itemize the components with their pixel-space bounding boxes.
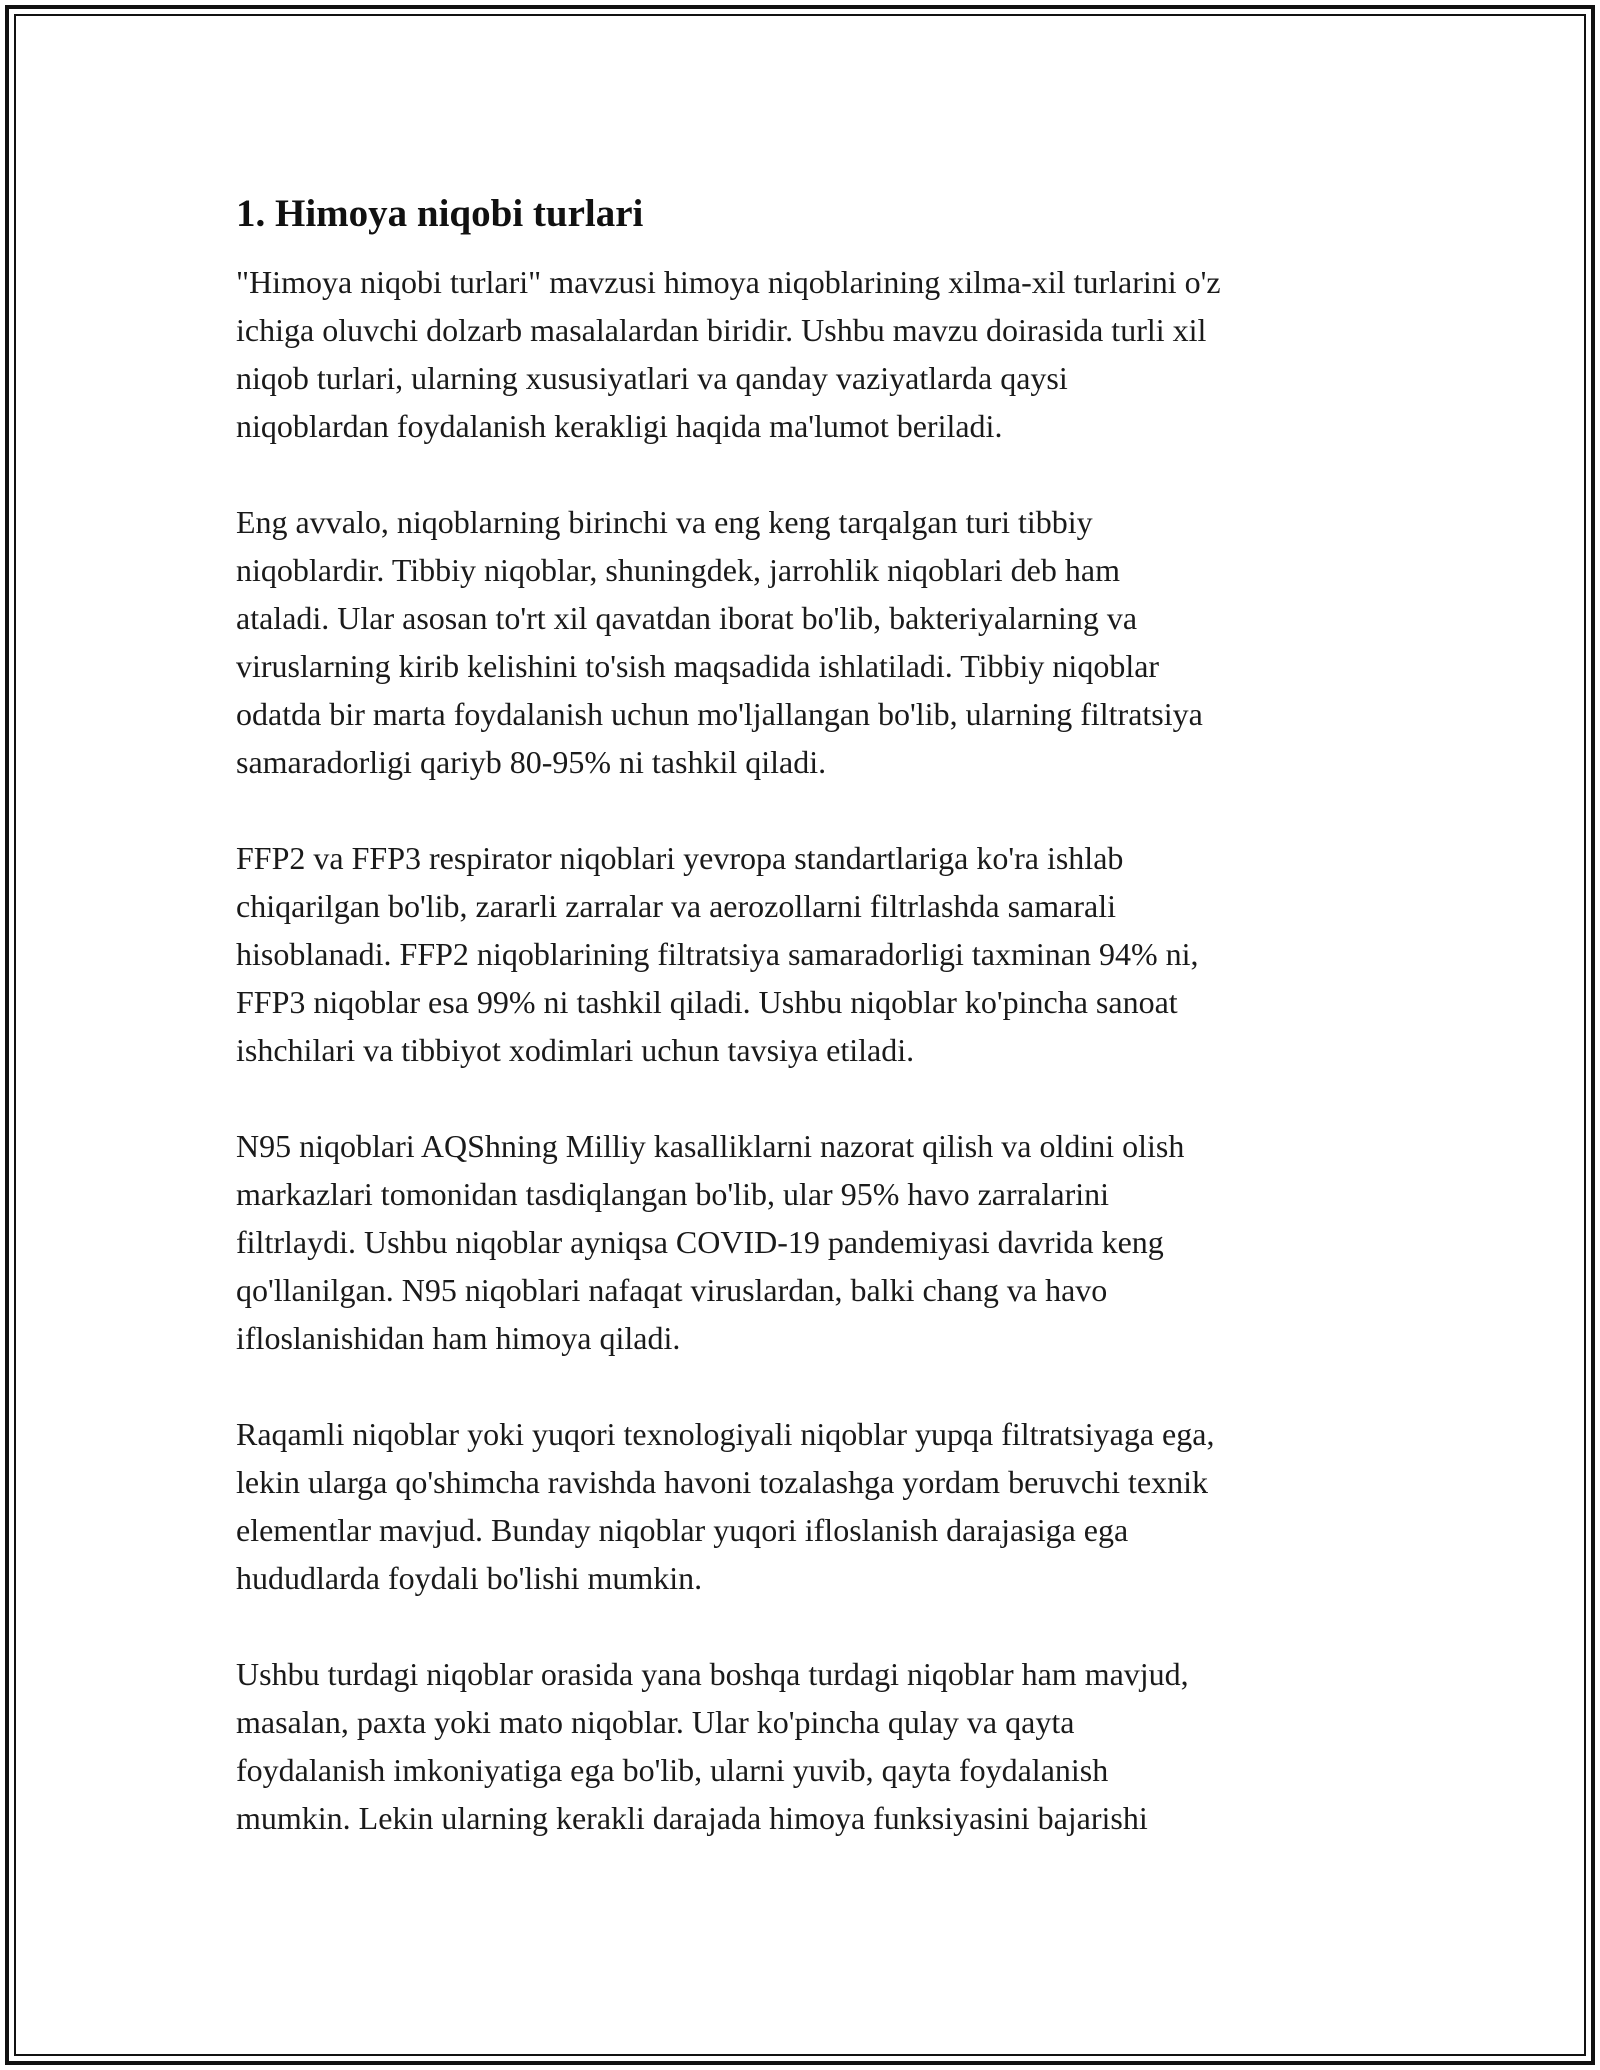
paragraph-medical-masks: Eng avvalo, niqoblarning birinchi va eng keng tarqalgan turi tibbiy niqoblardir. Tibbiy niqoblar, shuningdek, jarrohlik niqoblari deb ham ataladi. Ular asosan to'rt xil qavatdan iborat bo'lib, bakteriyalarning va viruslarning kirib kelishini to'sish maqsadida ishlatiladi. Tibbiy niqoblar odatda bir marta foydalanish uchun mo'ljallangan bo'lib, ularning filtratsiya samaradorligi qariyb 80-95% ni tashkil qiladi. [236, 504, 1203, 780]
paragraph-digital-masks: Raqamli niqoblar yoki yuqori texnologiyali niqoblar yupqa filtratsiyaga ega, lekin ularga qo'shimcha ravishda havoni tozalashga yordam beruvchi texnik elementlar mavjud. Bunday niqoblar yuqori ifloslanish darajasiga ega hududlarda foydali bo'lishi mumkin. [236, 1416, 1215, 1596]
paragraph-n95-masks: N95 niqoblari AQShning Milliy kasalliklarni nazorat qilish va oldini olish markazlari tomonidan tasdiqlangan bo'lib, ular 95% havo zarralarini filtrlaydi. Ushbu niqoblar ayniqsa COVID-19 pandemiyasi davrida keng qo'llanilgan. N95 niqoblari nafaqat viruslardan, balki chang va havo ifloslanishidan ham himoya qiladi. [236, 1128, 1185, 1356]
paragraph-intro: "Himoya niqobi turlari" mavzusi himoya niqoblarining xilma-xil turlarini o'z ichiga oluvchi dolzarb masalalardan biridir. Ushbu mavzu doirasida turli xil niqob turlari, ularning xususiyatlari va qanday vaziyatlarda qaysi niqoblardan foydalanish kerakligi haqida ma'lumot beriladi. [236, 264, 1221, 444]
document-body [236, 180, 1376, 1842]
paragraph-cloth-masks: Ushbu turdagi niqoblar orasida yana boshqa turdagi niqoblar ham mavjud, masalan, paxta yoki mato niqoblar. Ular ko'pincha qulay va qayta foydalanish imkoniyatiga ega bo'lib, ularni yuvib, qayta foydalanish mumkin. Lekin ularning kerakli darajada himoya funksiyasini bajarishi [236, 1656, 1189, 1836]
paragraph-ffp-respirators: FFP2 va FFP3 respirator niqoblari yevropa standartlariga ko'ra ishlab chiqarilgan bo'lib, zararli zarralar va aerozollarni filtrlashda samarali hisoblanadi. FFP2 niqoblarining filtratsiya samaradorligi taxminan 94% ni, FFP3 niqoblar esa 99% ni tashkil qiladi. Ushbu niqoblar ko'pincha sanoat ishchilari va tibbiyot xodimlari uchun tavsiya etiladi. [236, 840, 1199, 1068]
section-heading: 1. Himoya niqobi turlari [236, 192, 644, 235]
